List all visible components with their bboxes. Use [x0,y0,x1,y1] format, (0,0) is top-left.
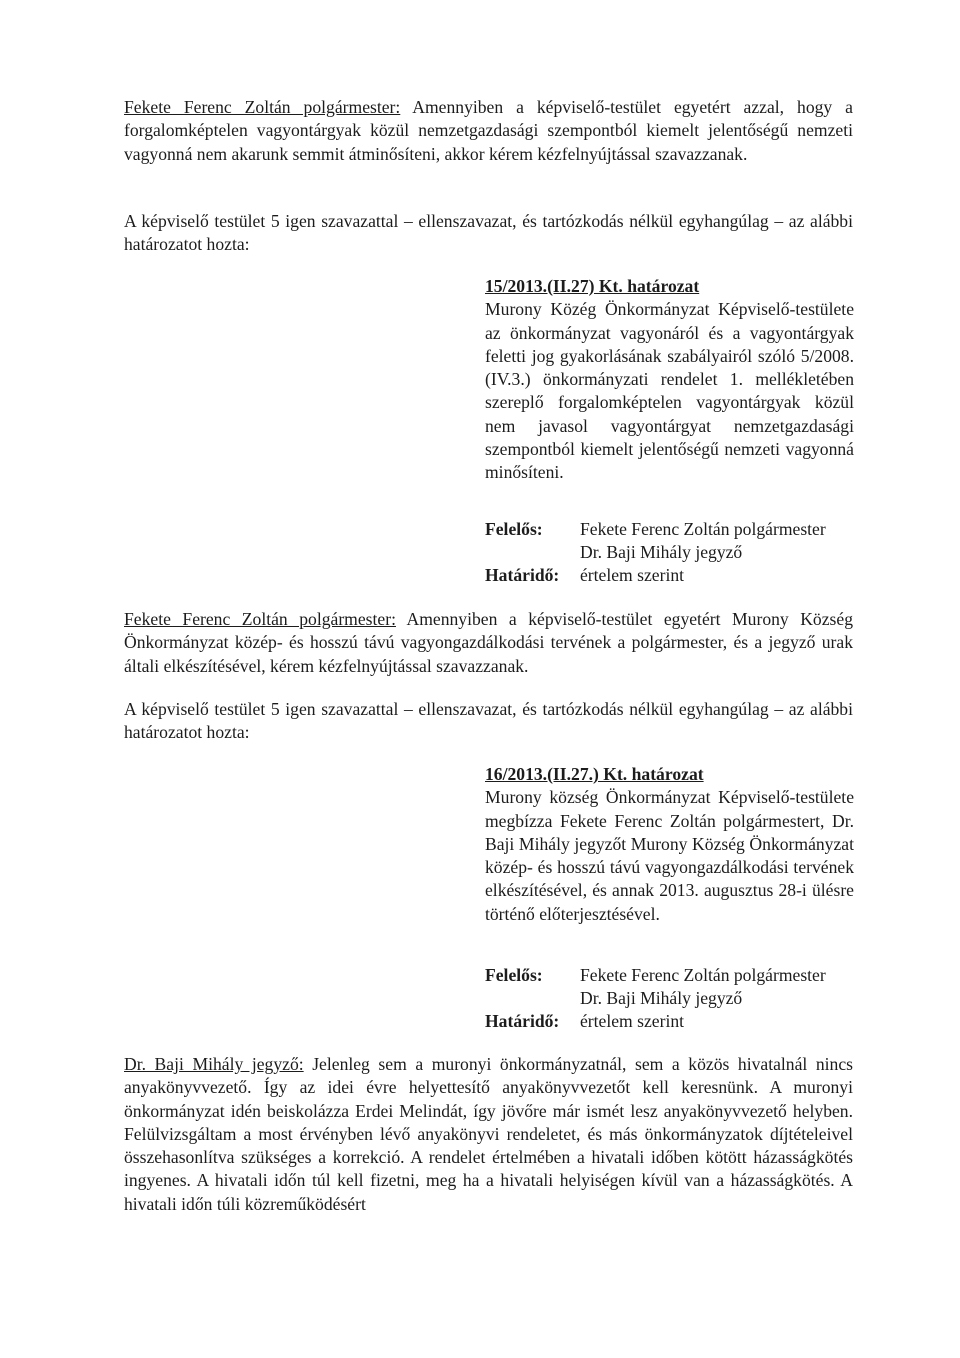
resolution-2 [485,763,854,926]
deadline-value: értelem szerint [580,1011,685,1031]
speaker-name: Fekete Ferenc Zoltán polgármester: [124,97,401,117]
section-2-paragraph [124,608,853,678]
responsible-person-1: Fekete Ferenc Zoltán polgármester [580,965,826,985]
speaker-name: Dr. Baji Mihály jegyző: [124,1054,304,1074]
resolution-body: Murony község Önkormányzat Képviselő-testülete megbízza Fekete Ferenc Zoltán polgármestert, Dr. Baji Mihály jegyzőt Murony Község Önkormányzat közép- és hosszú távú vagyongazdálkodási tervének elkészítésével, és annak 2013. augusztus 28-i ülésre történő előterjesztésével. [485,787,854,924]
responsible-person-2: Dr. Baji Mihály jegyző [580,988,743,1008]
deadline-label: Határidő: [485,565,560,585]
resolution-title: 16/2013.(II.27.) Kt. határozat [485,764,704,784]
vote-statement-2: A képviselő testület 5 igen szavazattal – ellenszavazat, és tartózkodás nélkül egyhangúlag – az alábbi határozatot hozta: [124,699,853,743]
resolution-body: Murony Közég Önkormányzat Képviselő-testülete az önkormányzat vagyonáról és a vagyontárgyak feletti jog gyakorlásának szabályairól szóló 5/2008.(IV.3.) önkormányzati rendelet 1. mellékletében szereplő forgalomképtelen vagyontárgyak közül nem javasol vagyontárgyat nemzetgazdasági szempontból kiemelt jelentőségű nemzeti vagyonná minősíteni. [485,299,854,483]
resolution-1-responsibility [485,518,885,587]
paragraph-text: Jelenleg sem a muronyi önkormányzatnál, sem a közös hivatalnál nincs anyakönyvvezető. Így az idei évre helyettesítő anyakönyvvezetőt kell keresnünk. A muronyi önkormányzat idén beiskolázza Erdei Melindát, így jövőre már ismét lesz anyakönyvvezető helyben. Felülvizsgáltam a most érvényben lévő anyakönyvi rendeletet, és más önkormányzatok díjtételeivel összehasonlítva szükséges a korrekció. A rendelet értelmében a hivatali időben kötött házasságkötés ingyenes. A hivatali időn túl kell fizetni, meg ha a hivatali helyiségen kívül van a házasságkötés. A hivatali időn túli közreműködésért [124,1054,853,1214]
responsible-person-2: Dr. Baji Mihály jegyző [580,542,743,562]
section-3-paragraph [124,1053,853,1216]
deadline-label: Határidő: [485,1011,560,1031]
vote-statement-1: A képviselő testület 5 igen szavazattal – ellenszavazat, és tartózkodás nélkül egyhangúlag – az alábbi határozatot hozta: [124,211,853,255]
responsible-person-1: Fekete Ferenc Zoltán polgármester [580,519,826,539]
resolution-title: 15/2013.(II.27) Kt. határozat [485,276,700,296]
resolution-2-responsibility [485,964,885,1033]
responsible-label: Felelős: [485,519,543,539]
responsible-label: Felelős: [485,965,543,985]
speaker-name: Fekete Ferenc Zoltán polgármester: [124,609,396,629]
section-1-paragraph [124,96,853,166]
deadline-value: értelem szerint [580,565,685,585]
paragraph-text: Amennyiben a képviselő-testület egyetért azzal, hogy a forgalomképtelen vagyontárgyak közül nemzetgazdasági szempontból kiemelt jelentőségű nemzeti vagyonná nem akarunk semmit átminősíteni, akkor kérem kézfelnyújtással szavazzanak. [124,97,853,164]
resolution-1 [485,275,854,485]
paragraph-text: Amennyiben a képviselő-testület egyetért Murony Község Önkormányzat közép- és hosszú távú vagyongazdálkodási tervének a polgármester, és a jegyző urak általi elkészítésével, kérem kézfelnyújtással szavazzanak. [124,609,853,676]
